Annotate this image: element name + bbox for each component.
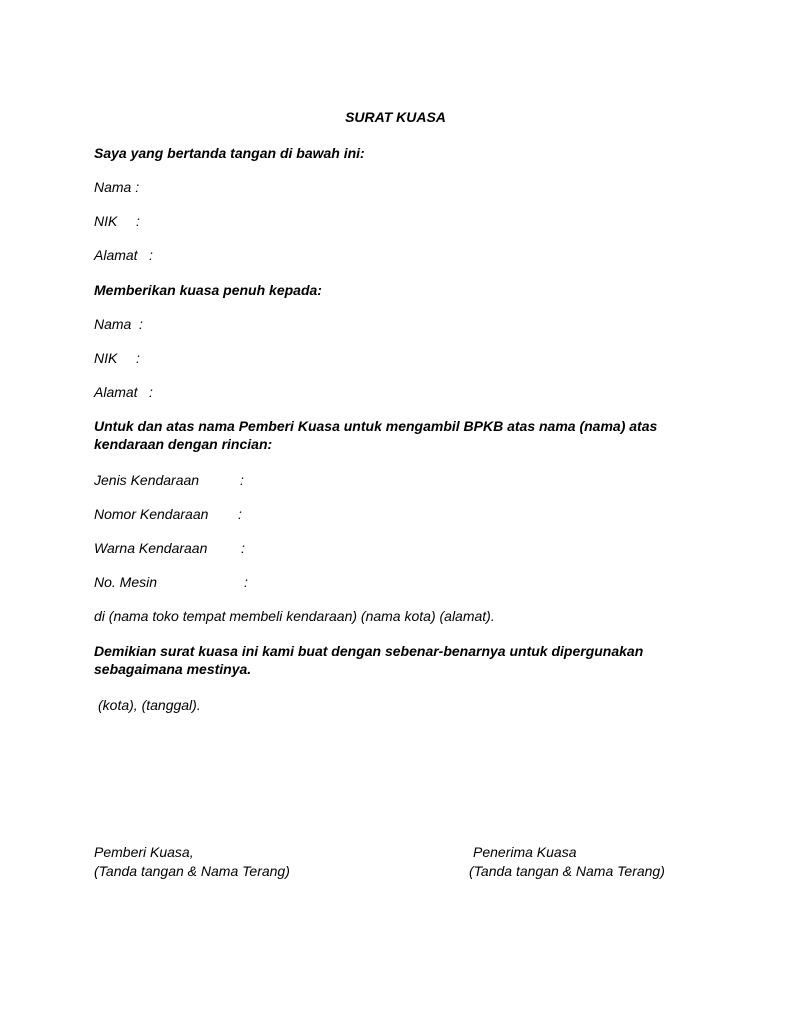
purpose-paragraph: Untuk dan atas nama Pemberi Kuasa untuk mengambil BPKB atas nama (nama) atas kendaraan dengan rincian: bbox=[94, 418, 658, 452]
receiver-signature-title: Penerima Kuasa bbox=[473, 844, 577, 860]
vehicle-number-colon: : bbox=[238, 506, 242, 522]
giver-name-label: Nama : bbox=[94, 179, 140, 195]
giver-nik-label: NIK bbox=[94, 213, 118, 229]
giver-address-label: Alamat bbox=[94, 247, 138, 263]
giver-signature-note: (Tanda tangan & Nama Terang) bbox=[94, 863, 290, 879]
vehicle-number-label: Nomor Kendaraan bbox=[94, 506, 209, 522]
vehicle-type-colon: : bbox=[240, 472, 244, 488]
grant-heading: Memberikan kuasa penuh kepada: bbox=[94, 282, 322, 298]
engine-number-colon: : bbox=[244, 574, 248, 590]
giver-address-colon: : bbox=[149, 247, 153, 263]
vehicle-color-colon: : bbox=[241, 540, 245, 556]
receiver-name-label: Nama bbox=[94, 316, 132, 332]
engine-number-label: No. Mesin bbox=[94, 574, 158, 590]
receiver-address-label: Alamat bbox=[94, 384, 138, 400]
document-title: SURAT KUASA bbox=[345, 109, 446, 125]
giver-nik-colon: : bbox=[136, 213, 140, 229]
vehicle-type-label: Jenis Kendaraan bbox=[94, 472, 200, 488]
location-line: di (nama toko tempat membeli kendaraan) (nama kota) (alamat). bbox=[94, 608, 495, 624]
receiver-signature-note: (Tanda tangan & Nama Terang) bbox=[469, 863, 665, 879]
receiver-name-colon: : bbox=[139, 316, 143, 332]
closing-paragraph: Demikian surat kuasa ini kami buat dengan sebenar-benarnya untuk dipergunakan sebagaimana mestinya. bbox=[94, 643, 644, 677]
vehicle-color-label: Warna Kendaraan bbox=[94, 540, 208, 556]
giver-signature-title: Pemberi Kuasa, bbox=[94, 844, 194, 860]
receiver-address-colon: : bbox=[149, 384, 153, 400]
receiver-nik-label: NIK bbox=[94, 350, 118, 366]
intro-statement: Saya yang bertanda tangan di bawah ini: bbox=[94, 145, 365, 161]
receiver-nik-colon: : bbox=[136, 350, 140, 366]
place-date: (kota), (tanggal). bbox=[98, 697, 201, 713]
